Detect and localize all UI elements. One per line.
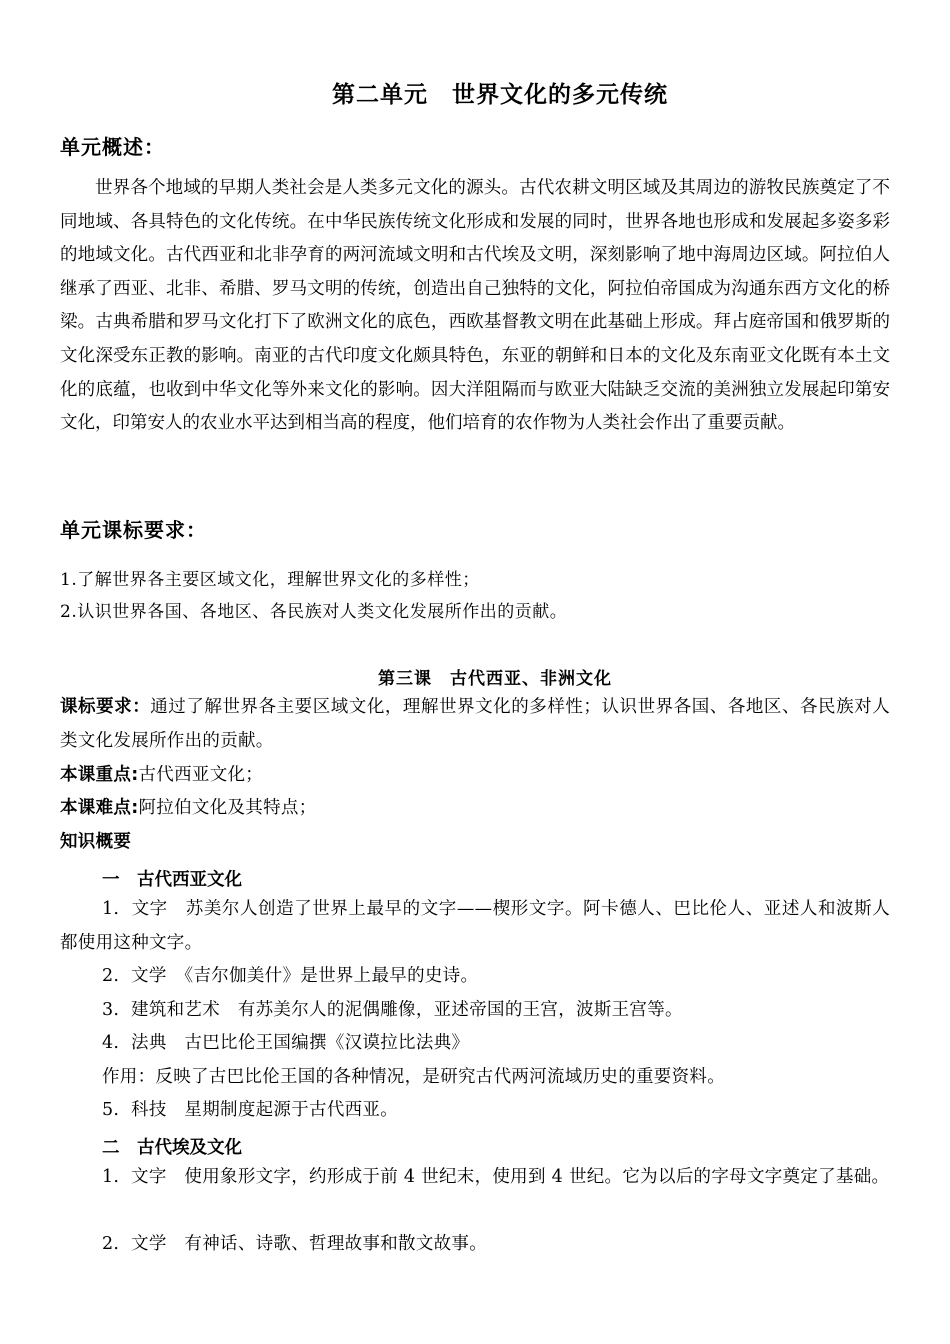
section-2-item-1: 1. 文字 使用象形文字，约形成于前 4 世纪末，使用到 4 世纪。它为以后的字母文字奠定了基础。: [102, 1167, 890, 1187]
section-1-item-4: 4. 法典 古巴比伦王国编撰《汉谟拉比法典》: [102, 1033, 470, 1053]
key-point-text: 古代西亚文化；: [138, 765, 264, 785]
section-1-item-3: 3. 建筑和艺术 有苏美尔人的泥偶雕像，亚述帝国的王宫，波斯王宫等。: [102, 1000, 683, 1020]
requirements-label: 课标要求：: [60, 697, 151, 717]
standard-item-2: 2.认识世界各国、各地区、各民族对人类文化发展所作出的贡献。: [60, 602, 568, 622]
standards-heading: 单元课标要求：: [60, 518, 207, 542]
section-1-item-4-effect: 作用：反映了古巴比伦王国的各种情况，是研究古代两河流域历史的重要资料。: [102, 1067, 725, 1087]
difficulty-label: 本课难点:: [60, 798, 139, 818]
key-point-label: 本课重点:: [60, 765, 139, 785]
requirements-text: 通过了解世界各主要区域文化，理解世界文化的多样性；认识世界各国、各地区、各民族对人类文化发展所作出的贡献。: [60, 697, 891, 751]
section-2-item-2: 2. 文学 有神话、诗歌、哲理故事和散文故事。: [102, 1234, 488, 1254]
lesson-key-point: [60, 759, 890, 793]
difficulty-text: 阿拉伯文化及其特点；: [138, 798, 317, 818]
section-1-item-2: 2. 文学 《吉尔伽美什》是世界上最早的史诗。: [102, 966, 479, 986]
section-1-title: 一 古代西亚文化: [102, 870, 242, 890]
section-2-title: 二 古代埃及文化: [102, 1138, 242, 1158]
lesson-title: 第三课 古代西亚、非洲文化: [378, 669, 612, 689]
overview-heading: 单元概述：: [60, 135, 165, 159]
lesson-requirements: [60, 691, 890, 758]
unit-title: 第二单元 世界文化的多元传统: [332, 82, 668, 108]
overview-paragraph: 世界各个地域的早期人类社会是人类多元文化的源头。古代农耕文明区域及其周边的游牧民族奠定了不同地域、各具特色的文化传统。在中华民族传统文化形成和发展的同时，世界各地也形成和发展起多姿多彩的地域文化。古代西亚和北非孕育的两河流域文明和古代埃及文明，深刻影响了地中海周边区域。阿拉伯人继承了西亚、北非、希腊、罗马文明的传统，创造出自己独特的文化，阿拉伯帝国成为沟通东西方文化的桥梁。古典希腊和罗马文化打下了欧洲文化的底色，西欧基督教文明在此基础上形成。拜占庭帝国和俄罗斯的文化深受东正教的影响。南亚的古代印度文化颇具特色，东亚的朝鲜和日本的文化及东南亚文化既有本土文化的底蕴，也收到中华文化等外来文化的影响。因大洋阻隔而与欧亚大陆缺乏交流的美洲独立发展起印第安文化，印第安人的农业水平达到相当高的程度，他们培育的农作物为人类社会作出了重要贡献。: [60, 178, 890, 434]
section-1-item-5: 5. 科技 星期制度起源于古代西亚。: [102, 1100, 399, 1120]
section-1-item-1: 1. 文字 苏美尔人创造了世界上最早的文字——楔形文字。阿卡德人、巴比伦人、亚述人和波斯人都使用这种文字。: [60, 899, 890, 953]
lesson-difficulty: [60, 792, 890, 826]
standard-item-1: 1.了解世界各主要区域文化，理解世界文化的多样性；: [60, 570, 480, 590]
knowledge-overview-label: 知识概要: [60, 832, 132, 852]
